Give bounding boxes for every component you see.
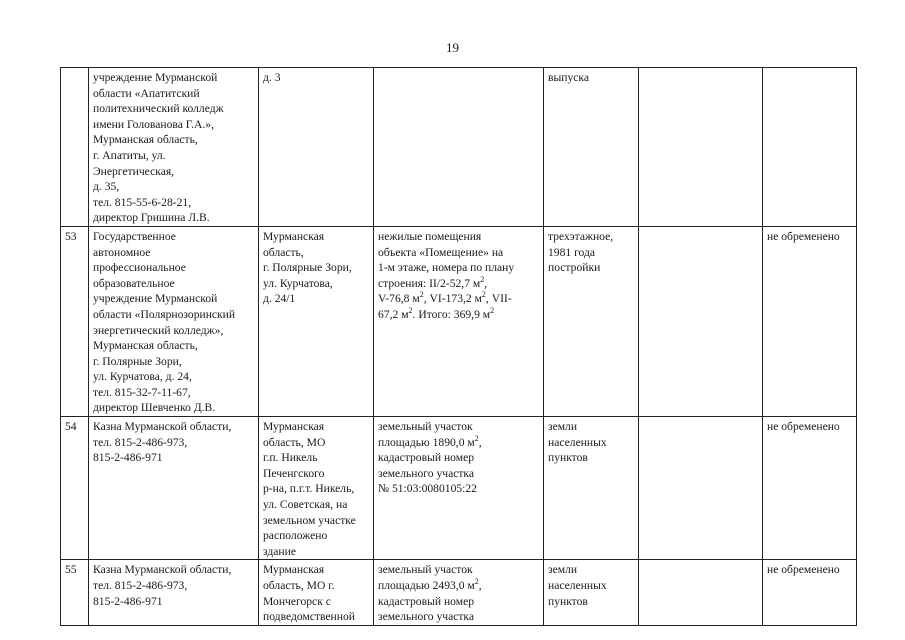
- address-cell: Мурманская область, г. Полярные Зори, ул. Курчатова, д. 24/1: [259, 226, 374, 416]
- address-cell: Мурманская область, МО г. Мончегорск с подведомственной: [259, 560, 374, 626]
- object-text: нежилые помещения объекта «Помещение» на 1-м этаже, номера по плану строения: II/2-52,7 м: [378, 229, 515, 290]
- address-cell: Мурманская область, МО г.п. Никель Печенгского р-на, п.г.т. Никель, ул. Советская, на земельном участке расположено здание: [259, 417, 374, 560]
- superscript: 2: [419, 290, 424, 300]
- extra-cell: [639, 68, 763, 227]
- object-text: , VII- 67,2 м: [378, 292, 512, 321]
- extra-cell: [639, 226, 763, 416]
- characteristics-cell: выпуска: [544, 68, 639, 227]
- row-number: 54: [61, 417, 89, 560]
- rights-holder-cell: учреждение Мурманской области «Апатитский политехнический колледж имени Голованова Г.А.», Мурманская область, г. Апатиты, ул. Энергетическая, д. 35, тел. 815-55-6-28-21, директор Гришина Л.В.: [89, 68, 259, 227]
- rights-holder-cell: Казна Мурманской области, тел. 815-2-486-973, 815-2-486-971: [89, 417, 259, 560]
- object-text: , кадастровый номер земельного участка: [378, 579, 482, 624]
- property-registry-table: [60, 67, 857, 626]
- encumbrance-cell: не обременено: [763, 560, 857, 626]
- superscript: 2: [490, 306, 495, 316]
- row-number: [61, 68, 89, 227]
- page-number: 19: [446, 40, 459, 55]
- address-cell: д. 3: [259, 68, 374, 227]
- object-text: , VI-173,2 м: [423, 292, 482, 306]
- characteristics-cell: трехэтажное, 1981 года постройки: [544, 226, 639, 416]
- encumbrance-cell: [763, 68, 857, 227]
- rights-holder-cell: Государственное автономное профессиональное образовательное учреждение Мурманской области «Полярнозоринский энергетический колледж», Мурманская область, г. Полярные Зори, ул. Курчатова, д. 24, тел. 815-32-7-11-67, директор Шевченко Д.В.: [89, 226, 259, 416]
- encumbrance-cell: не обременено: [763, 417, 857, 560]
- object-cell: [374, 417, 544, 560]
- object-text: , V-76,8 м: [378, 276, 488, 306]
- extra-cell: [639, 560, 763, 626]
- row-number: 55: [61, 560, 89, 626]
- object-text: , кадастровый номер земельного участка № 51:03:0080105:22: [378, 435, 482, 496]
- superscript: 2: [481, 290, 486, 300]
- object-cell: [374, 560, 544, 626]
- table-row: [61, 417, 857, 560]
- encumbrance-cell: не обременено: [763, 226, 857, 416]
- rights-holder-cell: Казна Мурманской области, тел. 815-2-486-973, 815-2-486-971: [89, 560, 259, 626]
- object-cell: [374, 226, 544, 416]
- superscript: 2: [480, 274, 485, 284]
- characteristics-cell: земли населенных пунктов: [544, 560, 639, 626]
- table-row: [61, 68, 857, 227]
- object-text: земельный участок площадью 1890,0 м: [378, 420, 475, 449]
- superscript: 2: [474, 577, 479, 587]
- row-number: 53: [61, 226, 89, 416]
- object-cell: [374, 68, 544, 227]
- characteristics-cell: земли населенных пунктов: [544, 417, 639, 560]
- extra-cell: [639, 417, 763, 560]
- superscript: 2: [474, 433, 479, 443]
- table-row: [61, 226, 857, 416]
- table-row: [61, 560, 857, 626]
- superscript: 2: [408, 306, 413, 316]
- object-text: . Итого: 369,9 м: [412, 307, 491, 321]
- object-text: земельный участок площадью 2493,0 м: [378, 563, 475, 592]
